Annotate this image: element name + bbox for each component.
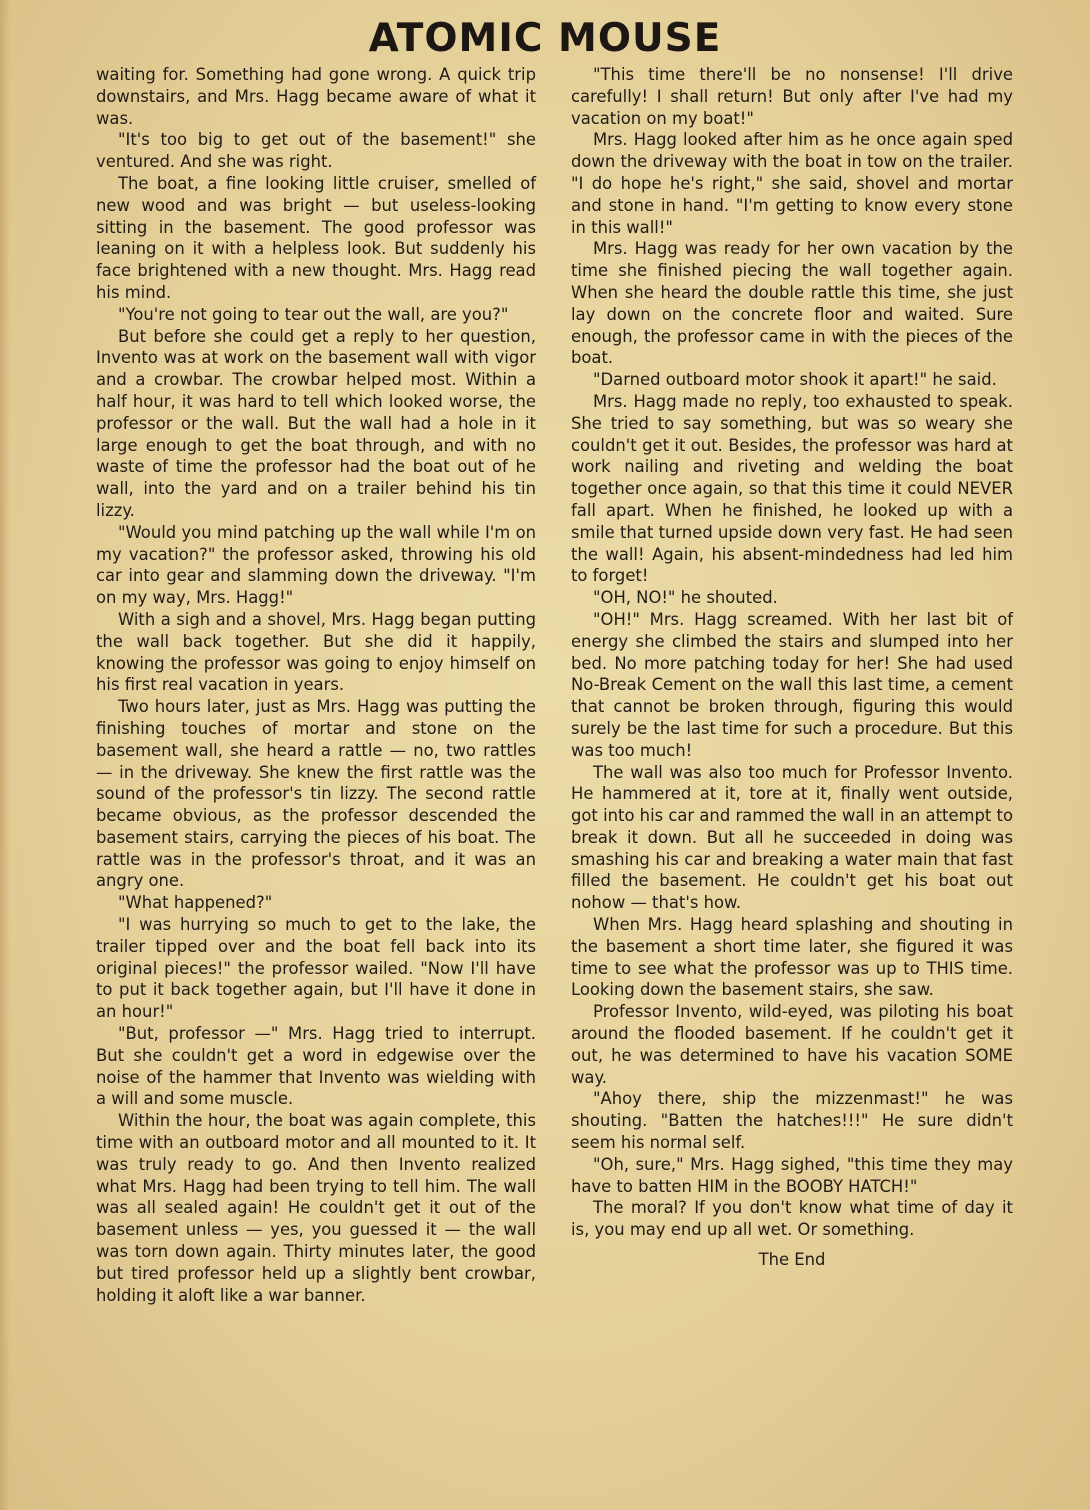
paragraph: "It's too big to get out of the basement!" she ventured. And she was right. bbox=[96, 130, 536, 172]
paragraph: "You're not going to tear out the wall, are you?" bbox=[118, 304, 509, 324]
paragraph: "Would you mind patching up the wall while I'm on my vacation?" the professor asked, throwing his old car into gear and slamming down the driveway. "I'm on my way, Mrs. Hagg!" bbox=[96, 522, 536, 608]
paragraph: "OH, NO!" he shouted. bbox=[593, 588, 778, 608]
paragraph: Professor Invento, wild-eyed, was piloting his boat around the flooded basement. If he couldn't get it out, he was determined to have his vacation SOME way. bbox=[571, 1002, 1013, 1087]
paragraph: Two hours later, just as Mrs. Hagg was putting the finishing touches of mortar and stone on the basement wall, she heard a rattle — no, two rattles — in the driveway. She knew the first rattle was the sound of the professor's tin lizzy. The second rattle became obvious, as the professor descended the basement stairs, carrying the pieces of his boat. The rattle was in the professor's throat, and it was an angry one. bbox=[96, 697, 536, 891]
paragraph: With a sigh and a shovel, Mrs. Hagg began putting the wall back together. But she did it happily, knowing the professor was going to enjoy himself on his first real vacation in years. bbox=[96, 609, 536, 695]
paragraph: "I was hurrying so much to get to the lake, the trailer tipped over and the boat fell back into its original pieces!" the professor wailed. "Now I'll have to put it back together again, but I'll have it done in an hour!" bbox=[96, 915, 536, 1022]
paragraph: Mrs. Hagg made no reply, too exhausted to speak. She tried to say something, but was so weary she couldn't get it out. Besides, the professor was hard at work nailing and riveting and welding the boat together once again, so that this time it could NEVER fall apart. When he finished, he looked up with a smile that turned upside down very fast. He had seen the wall! Again, his absent-mindedness had led him to forget! bbox=[571, 391, 1013, 586]
paragraph: Mrs. Hagg was ready for her own vacation by the time she finished piecing the wall together again. When she heard the double rattle this time, she just lay down on the concrete floor and waited. Sure enough, the professor came in with the pieces of the boat. bbox=[571, 239, 1013, 368]
paragraph: "What happened?" bbox=[118, 893, 273, 913]
paragraph: When Mrs. Hagg heard splashing and shouting in the basement a short time later, she figured it was time to see what the professor was up to THIS time. Looking down the basement stairs, she saw. bbox=[571, 915, 1013, 1000]
page-title: ATOMIC MOUSE bbox=[368, 16, 722, 61]
paragraph: "This time there'll be no nonsense! I'll drive carefully! I shall return! But only after I've had my vacation on my boat!" bbox=[571, 65, 1013, 128]
page-edge-shadow bbox=[0, 0, 10, 1510]
left-column bbox=[96, 64, 536, 1306]
paragraph: Within the hour, the boat was again complete, this time with an outboard motor and all mounted to it. It was truly ready to go. And then Invento realized what Mrs. Hagg had been trying to tell him. The wall was all sealed again! He couldn't get it out of the basement unless — yes, you guessed it — the wall was torn down again. Thirty minutes later, the good but tired professor held up a slightly bent crowbar, holding it aloft like a war banner. bbox=[96, 1111, 536, 1305]
paragraph: "Darned outboard motor shook it apart!" he said. bbox=[593, 370, 997, 390]
paragraph: The moral? If you don't know what time of day it is, you may end up all wet. Or something. bbox=[571, 1198, 1013, 1240]
the-end-label: The End bbox=[758, 1250, 826, 1270]
paragraph: "Ahoy there, ship the mizzenmast!" he was shouting. "Batten the hatches!!!" He sure didn't seem his normal self. bbox=[571, 1089, 1013, 1153]
paragraph: The boat, a fine looking little cruiser, smelled of new wood and was bright — but useless-looking sitting in the basement. The good professor was leaning on it with a helpless look. But suddenly his face brightened with a new thought. Mrs. Hagg read his mind. bbox=[96, 173, 536, 302]
paragraph: "OH!" Mrs. Hagg screamed. With her last bit of energy she climbed the stairs and slumped into her bed. No more patching today for her! She had used No-Break Cement on the wall this last time, a cement that cannot be broken through, figuring this would surely be the last time for such a procedure. But this was too much! bbox=[571, 609, 1013, 760]
paragraph: "But, professor —" Mrs. Hagg tried to interrupt. But she couldn't get a word in edgewise over the noise of the hammer that Invento was wielding with a will and some muscle. bbox=[96, 1024, 536, 1109]
paragraph: waiting for. Something had gone wrong. A quick trip downstairs, and Mrs. Hagg became aware of what it was. bbox=[96, 65, 536, 128]
right-column bbox=[571, 64, 1013, 1271]
paragraph: Mrs. Hagg looked after him as he once again sped down the driveway with the boat in tow on the trailer. "I do hope he's right," she said, shovel and mortar and stone in hand. "I'm getting to know every stone in this wall!" bbox=[571, 130, 1013, 237]
paragraph: The wall was also too much for Professor Invento. He hammered at it, tore at it, finally went outside, got into his car and rammed the wall in an attempt to break it down. But all he succeeded in doing was smashing his car and breaking a water main that fast filled the basement. He couldn't get his boat out nohow — that's how. bbox=[571, 762, 1013, 913]
paragraph: "Oh, sure," Mrs. Hagg sighed, "this time they may have to batten HIM in the BOOBY HATCH!" bbox=[571, 1154, 1013, 1196]
paragraph: But before she could get a reply to her question, Invento was at work on the basement wall with vigor and a crowbar. The crowbar helped most. Within a half hour, it was hard to tell which looked worse, the professor or the wall. But the wall had a hole in it large enough to get the boat through, and with no waste of time the professor had the boat out of he wall, into the yard and on a trailer behind his tin lizzy. bbox=[96, 326, 536, 520]
